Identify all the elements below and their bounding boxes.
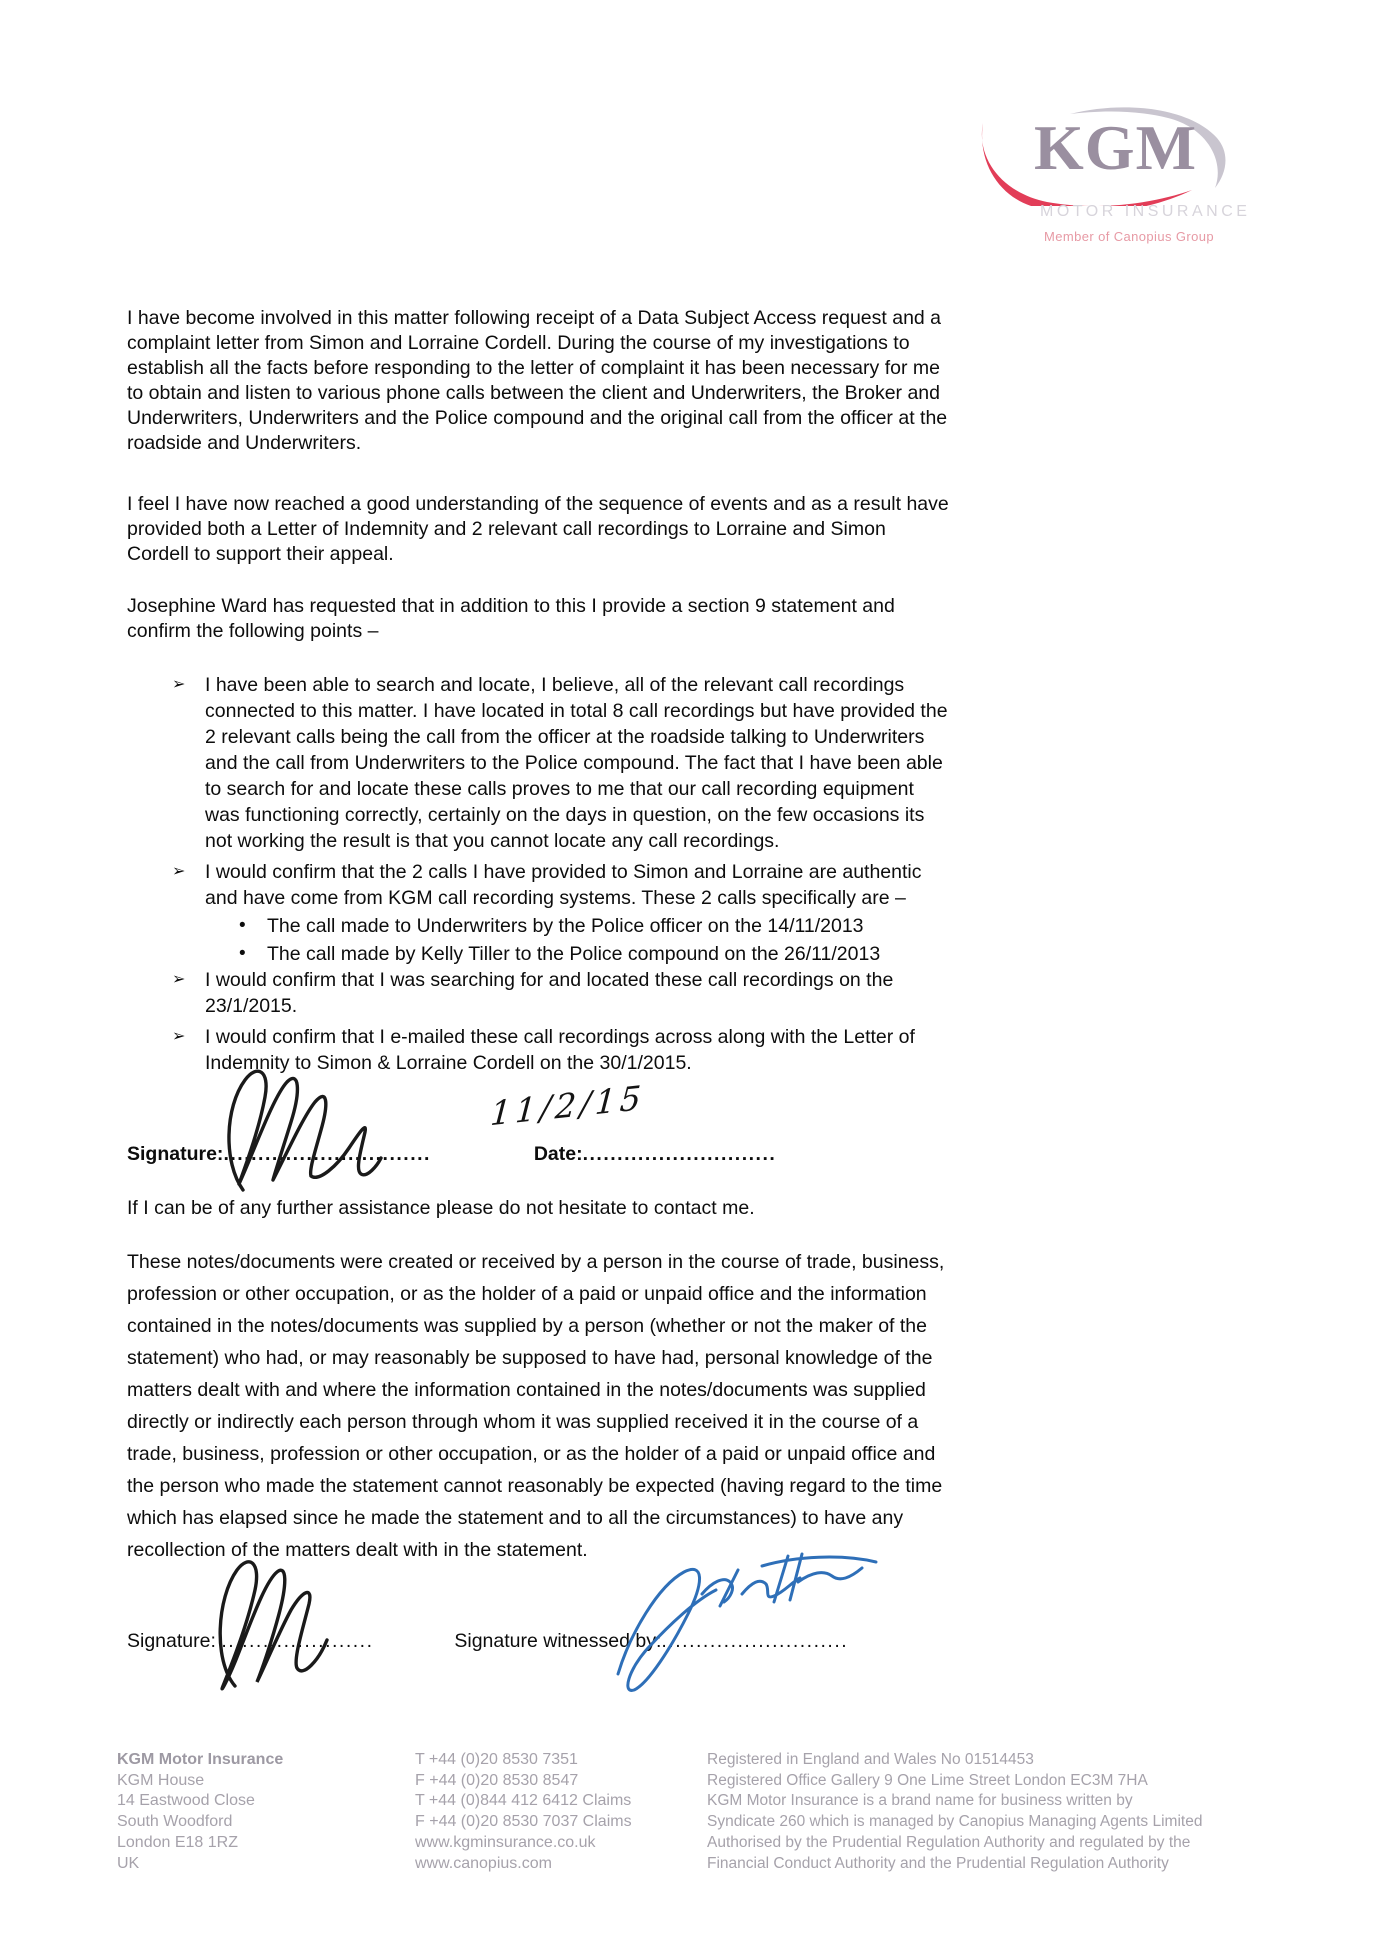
legal-statement-paragraph: These notes/documents were created or received by a person in the course of trade, business, profession or other occupation, or as the holder of a paid or unpaid office and the information contained in the notes/documents was supplied by a person (whether or not the maker of the statement) who had, or may reasonably be supposed to have had, personal knowledge of the matters dealt with and where the information contained in the notes/documents was supplied directly or indirectly each person through whom it was supplied received it in the course of a trade, business, profession or other occupation, or as the holder of a paid or unpaid office and the person who made the statement cannot reasonably be expected (having regard to the time which has elapsed since he made the statement and to all the circumstances) to have any recollection of the matters dealt with in the statement.: [127, 1251, 945, 1561]
bullet-item-searching-date: [127, 967, 951, 1019]
bullet-item-search-locate: [127, 672, 951, 854]
footer-address-column: [117, 1750, 283, 1874]
footer-address-line: UK: [117, 1854, 140, 1872]
closing-line: If I can be of any further assistance please do not hesitate to contact me.: [127, 1197, 755, 1219]
signature-dotted-line: ......................: [221, 1630, 374, 1652]
sub-bullet-text: The call made by Kelly Tiller to the Police compound on the 26/11/2013: [267, 943, 881, 965]
date-dotted-line: ............................: [582, 1143, 777, 1165]
confirmation-bullet-list: [127, 672, 951, 1076]
arrow-bullet-icon: ➢: [172, 971, 186, 988]
footer-address-line: London E18 1RZ: [117, 1833, 238, 1851]
footer-authorisation-line: Authorised by the Prudential Regulation Authority and regulated by the: [707, 1833, 1191, 1851]
footer-legal-column: [707, 1750, 1202, 1874]
footer-address-line: South Woodford: [117, 1813, 233, 1831]
footer-phone-line: T +44 (0)20 8530 7351: [415, 1751, 578, 1768]
bullet-text: I would confirm that the 2 calls I have provided to Simon and Lorraine are authentic and have come from KGM call recording systems. These 2 calls specifically are –: [205, 861, 922, 909]
signature-label: Signature:: [127, 1143, 224, 1165]
arrow-bullet-icon: ➢: [172, 863, 186, 880]
witness-label: Signature witnessed by:: [454, 1630, 662, 1652]
paragraph-intro: I have become involved in this matter following receipt of a Data Subject Access request and a complaint letter from Simon and Lorraine Cordell. During the course of my investigations to establish all the facts before responding to the letter of complaint it has been necessary for me to obtain and listen to various phone calls between the client and Underwriters, the Broker and Underwriters, Underwriters and the Police compound and the original call from the officer at the roadside and Underwriters.: [127, 307, 948, 454]
handwritten-signature-main: [215, 1062, 387, 1194]
bullet-text: I have been able to search and locate, I believe, all of the relevant call recordings connected to this matter. I have located in total 8 call recordings but have provided the 2 relevant calls being the call from the officer at the roadside talking to Underwriters and the call from Underwriters to the Police compound. The fact that I have been able to search for and locate these calls proves to me that our call recording equipment was functioning correctly, certainly on the days in question, on the few occasions its not working the result is that you cannot locate any call recordings.: [205, 674, 948, 852]
handwritten-signature-secondary: [195, 1548, 347, 1700]
bullet-item-authentic-calls: [127, 859, 951, 911]
footer-company-name: KGM Motor Insurance: [117, 1751, 284, 1768]
footer-regulation-line: Financial Conduct Authority and the Prudential Regulation Authority: [707, 1854, 1169, 1872]
sub-bullet-call-kelly-tiller: [127, 941, 951, 967]
footer-registration-line: Registered in England and Wales No 01514453: [707, 1751, 1034, 1768]
footer-website-kgm: www.kgminsurance.co.uk: [415, 1833, 596, 1851]
handwritten-date: 11/2/15: [489, 1077, 647, 1134]
sub-bullet-call-officer: [127, 913, 951, 939]
footer-address-line: 14 Eastwood Close: [117, 1792, 255, 1810]
footer-registered-office-line: Registered Office Gallery 9 One Lime Street London EC3M 7HA: [707, 1771, 1148, 1789]
footer-website-canopius: www.canopius.com: [415, 1854, 552, 1872]
arrow-bullet-icon: ➢: [172, 676, 186, 693]
signature-label: Signature:: [127, 1630, 222, 1652]
footer-brand-line: KGM Motor Insurance is a brand name for business written by: [707, 1792, 1133, 1810]
paragraph-josephine-request: Josephine Ward has requested that in addition to this I provide a section 9 statement and confirm the following points –: [127, 595, 895, 642]
paragraph-understanding: I feel I have now reached a good understanding of the sequence of events and as a result have provided both a Letter of Indemnity and 2 relevant call recordings to Lorraine and Simon Cordell to support their appeal.: [127, 493, 949, 565]
footer-claims-fax-line: F +44 (0)20 8530 7037 Claims: [415, 1813, 632, 1831]
kgm-logo-wordmark: KGM: [1034, 112, 1197, 183]
bullet-text: I would confirm that I was searching for and located these call recordings on the 23/1/2015.: [205, 969, 894, 1017]
witness-dotted-line: ...........................: [661, 1630, 849, 1652]
footer-syndicate-line: Syndicate 260 which is managed by Canopius Managing Agents Limited: [707, 1813, 1203, 1831]
date-label: Date:: [533, 1143, 583, 1165]
footer-fax-line: F +44 (0)20 8530 8547: [415, 1771, 579, 1789]
bullet-text: I would confirm that I e-mailed these call recordings across along with the Letter of Indemnity to Simon & Lorraine Cordell on the 30/1/2015.: [205, 1026, 915, 1074]
dot-bullet-icon: •: [239, 915, 246, 936]
sub-bullet-text: The call made to Underwriters by the Police officer on the 14/11/2013: [267, 915, 864, 937]
dot-bullet-icon: •: [239, 943, 246, 964]
handwritten-witness-signature: [600, 1542, 892, 1697]
logo-subtitle: MOTOR INSURANCE: [1040, 203, 1251, 220]
footer-claims-phone-line: T +44 (0)844 412 6412 Claims: [415, 1792, 632, 1810]
footer-contact-column: [415, 1750, 632, 1874]
arrow-bullet-icon: ➢: [172, 1028, 186, 1045]
footer-address-line: KGM House: [117, 1771, 205, 1789]
signature-dotted-line: ..............................: [223, 1143, 431, 1165]
logo-tagline: Member of Canopius Group: [1044, 229, 1215, 244]
